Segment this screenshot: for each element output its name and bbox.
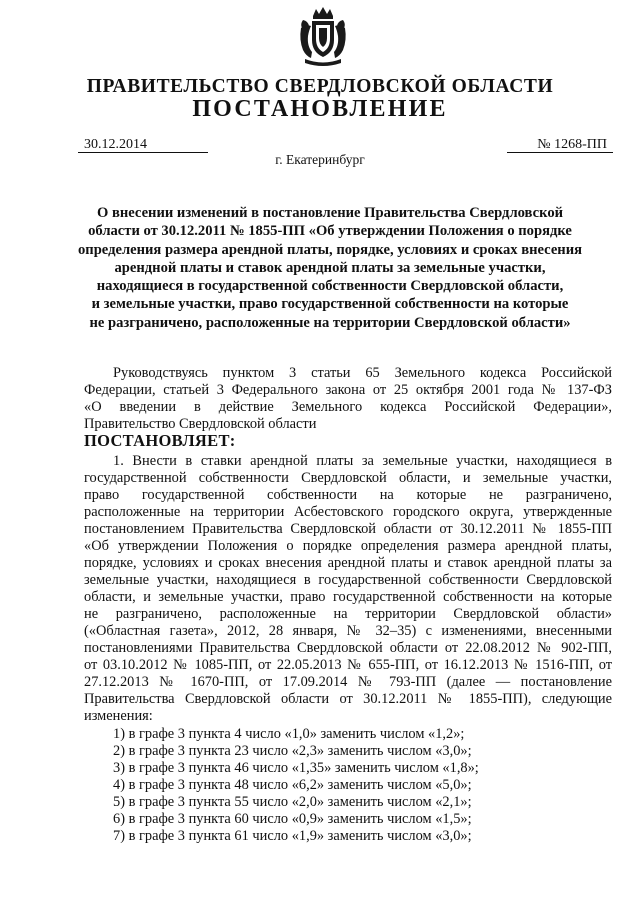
- document-number: № 1268-ПП: [507, 137, 613, 153]
- body-line: («Областная газета», 2012, 28 января, № 32–35) с изменениями, внесенными: [84, 623, 612, 639]
- body-line: право государственной собственности на которые не разграничено,: [84, 487, 612, 503]
- organization-name: ПРАВИТЕЛЬСТВО СВЕРДЛОВСКОЙ ОБЛАСТИ: [86, 76, 554, 97]
- body-line: от 03.10.2012 № 1085-ПП, от 22.05.2013 № 655-ПП, от 16.12.2013 № 1516-ПП, от: [84, 657, 612, 673]
- list-item: 4) в графе 3 пункта 48 число «6,2» заменить числом «5,0»;: [113, 777, 472, 793]
- title-line: определения размера арендной платы, порядке, условиях и сроках внесения: [77, 241, 583, 258]
- title-line: и земельные участки, право государственной собственности на которые: [91, 296, 569, 313]
- preamble-line: Федерации, статьей 3 Федерального закона от 25 октября 2001 года № 137-ФЗ: [84, 382, 612, 398]
- list-item: 2) в графе 3 пункта 23 число «2,3» заменить числом «3,0»;: [113, 743, 472, 759]
- title-line: арендной платы и ставок арендной платы за земельные участки,: [114, 259, 546, 276]
- title-line: О внесении изменений в постановление Правительства Свердловской: [96, 205, 564, 221]
- list-item: 1) в графе 3 пункта 4 число «1,0» заменить числом «1,2»;: [113, 726, 465, 742]
- coat-of-arms-icon: [297, 6, 349, 68]
- document-city: г. Екатеринбург: [275, 152, 365, 167]
- body-line: 1. Внести в ставки арендной платы за земельные участки, находящиеся в: [113, 453, 612, 469]
- body-line: постановлением Правительства Свердловской области от 30.12.2011 № 1855-ПП: [84, 521, 612, 537]
- body-line: «Об утверждении Положения о порядке определения размера арендной платы,: [84, 538, 612, 554]
- title-line: области от 30.12.2011 № 1855-ПП «Об утверждении Положения о порядке: [88, 223, 572, 240]
- list-item: 5) в графе 3 пункта 55 число «2,0» заменить числом «2,1»;: [113, 794, 472, 810]
- list-item: 7) в графе 3 пункта 61 число «1,9» заменить числом «3,0»;: [113, 828, 472, 844]
- list-item: 6) в графе 3 пункта 60 число «0,9» заменить числом «1,5»;: [113, 811, 472, 827]
- title-line: не разграничено, расположенные на территории Свердловской области»: [89, 314, 571, 331]
- body-line: расположенные на территории Асбестовского городского округа, утвержденные: [84, 504, 612, 520]
- body-line: изменения:: [84, 708, 153, 724]
- preamble-line: «О введении в действие Земельного кодекса Российской Федерации»,: [84, 399, 612, 415]
- resolves-heading: ПОСТАНОВЛЯЕТ:: [84, 431, 236, 450]
- list-item: 3) в графе 3 пункта 46 число «1,35» заменить числом «1,8»;: [113, 760, 479, 776]
- body-line: области, и земельные участки, право государственной собственности на которые: [84, 589, 612, 605]
- body-line: Правительства Свердловской области от 30.12.2011 № 1855-ПП), следующие: [84, 691, 612, 707]
- document-date: 30.12.2014: [78, 137, 208, 153]
- preamble-line: Руководствуясь пунктом 3 статьи 65 Земельного кодекса Российской: [113, 365, 612, 381]
- preamble-line: Правительство Свердловской области: [84, 416, 317, 432]
- title-line: находящиеся в государственной собственности Свердловской области,: [96, 278, 564, 295]
- body-line: не разграничено, расположенные на территории Свердловской области»: [84, 606, 612, 622]
- body-line: постановлениями Правительства Свердловской области от 22.08.2012 № 902-ПП,: [84, 640, 612, 656]
- body-line: 27.12.2013 № 1670-ПП, от 17.09.2014 № 793-ПП (далее — постановление: [84, 674, 612, 690]
- document-title: [60, 204, 600, 332]
- document-type: ПОСТАНОВЛЕНИЕ: [192, 96, 448, 122]
- body-line: порядке, условиях и сроках внесения арендной платы и ставок арендной платы за: [84, 555, 612, 571]
- body-line: земельные участки, находящиеся в государственной собственности Свердловской: [84, 572, 612, 588]
- body-line: государственной собственности Свердловской области, и земельные участки,: [84, 470, 612, 486]
